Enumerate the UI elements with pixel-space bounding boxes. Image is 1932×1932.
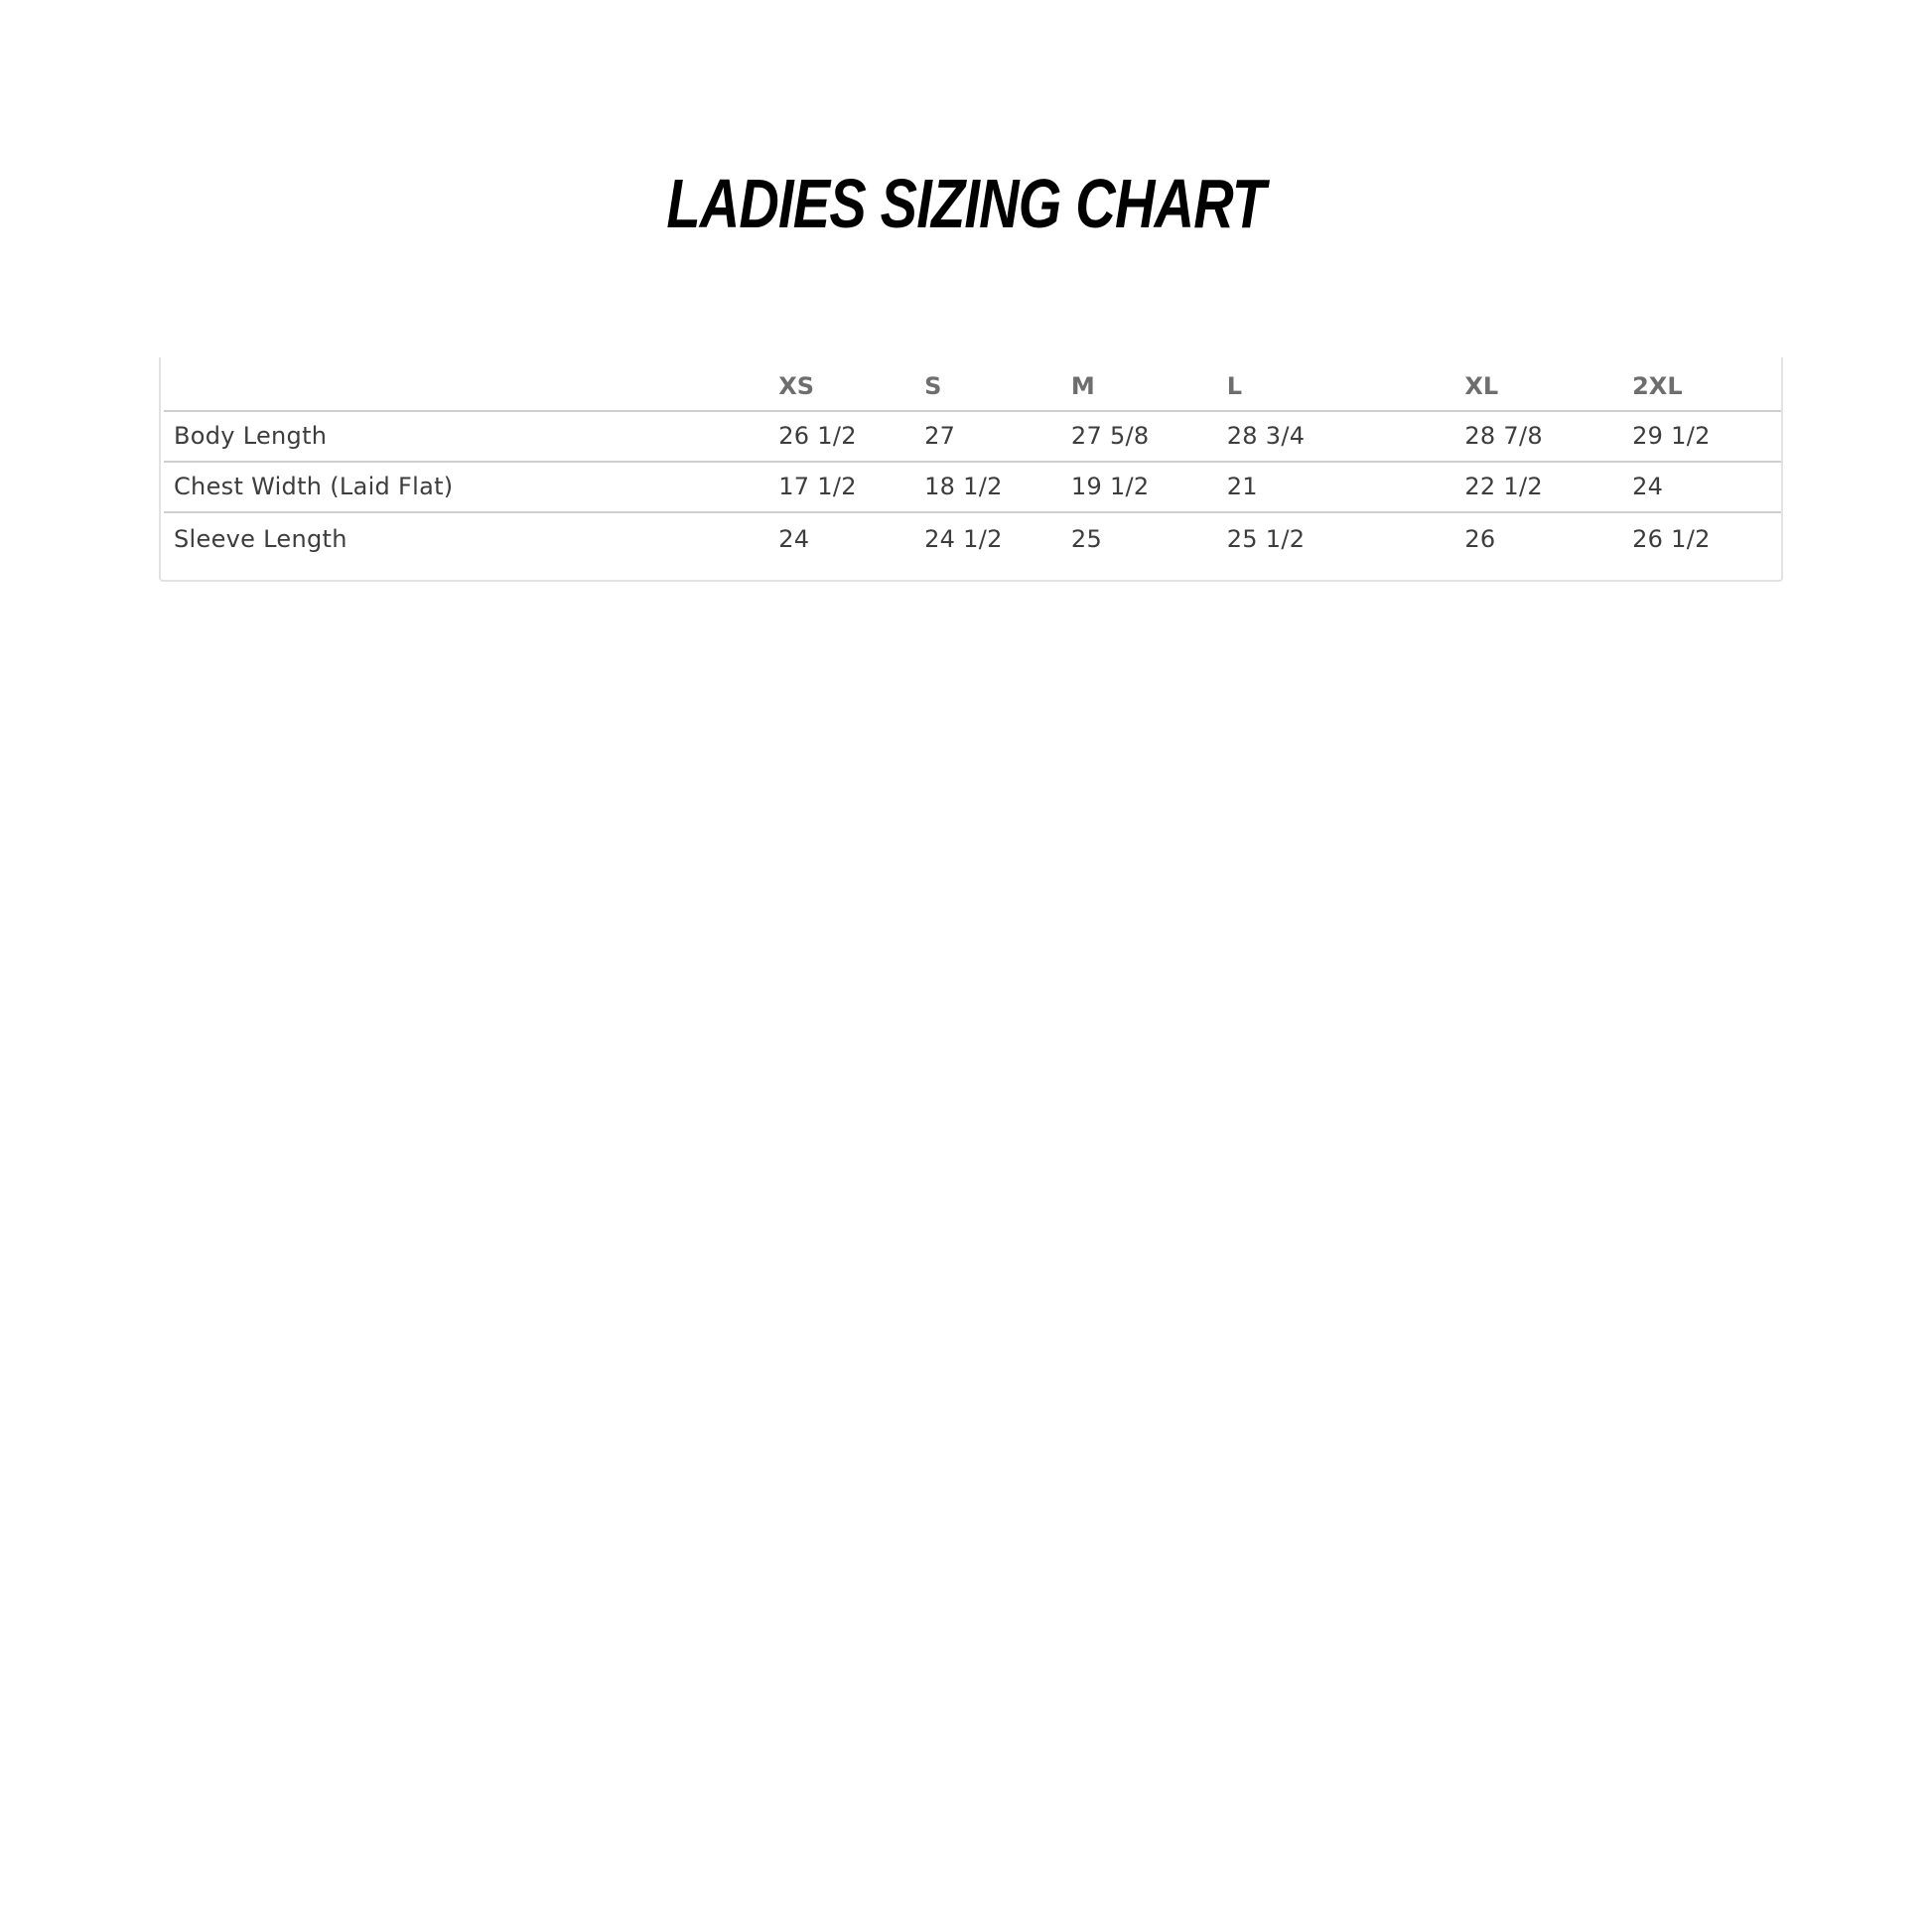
column-header-l: L — [1227, 357, 1465, 411]
cell-2xl: 26 1/2 — [1632, 525, 1711, 553]
cell-xs: 24 — [778, 525, 810, 553]
column-header-m: M — [1071, 357, 1227, 411]
cell-l: 28 3/4 — [1227, 411, 1465, 462]
cell-xl: 26 — [1464, 525, 1496, 553]
table-header-row — [164, 357, 1781, 411]
cell-xs: 17 1/2 — [778, 462, 924, 512]
row-label: Chest Width (Laid Flat) — [164, 462, 778, 512]
column-header-xl: XL — [1464, 357, 1632, 411]
cell-2xl: 24 — [1632, 462, 1781, 512]
cell-m: 27 5/8 — [1071, 411, 1227, 462]
cell-l: 25 1/2 — [1226, 525, 1306, 553]
table-row-body-length — [164, 411, 1781, 462]
column-header-xs: XS — [778, 357, 924, 411]
table-header — [164, 357, 1781, 411]
column-header-measurement — [164, 357, 778, 411]
cell-xl: 22 1/2 — [1464, 462, 1632, 512]
cell-s: 24 1/2 — [924, 525, 1003, 553]
cell-s: 27 — [924, 411, 1071, 462]
cell-2xl: 29 1/2 — [1632, 411, 1781, 462]
column-header-2xl: 2XL — [1632, 357, 1781, 411]
cell-m: 25 — [1070, 525, 1103, 553]
sizing-table-card — [159, 357, 1783, 582]
cell-xs: 26 1/2 — [778, 411, 924, 462]
page-title-text: LADIES SIZING CHART — [666, 165, 1266, 242]
table-row-sleeve-length — [164, 512, 1781, 564]
table-row-chest-width — [164, 462, 1781, 512]
table-body — [164, 411, 1781, 564]
row-label: Body Length — [164, 411, 778, 462]
cell-m: 19 1/2 — [1071, 462, 1227, 512]
row-label: Sleeve Length — [174, 525, 347, 553]
page-title — [0, 159, 1932, 248]
sizing-table — [164, 357, 1781, 564]
cell-l: 21 — [1227, 462, 1465, 512]
column-header-s: S — [924, 357, 1071, 411]
cell-s: 18 1/2 — [924, 462, 1071, 512]
cell-xl: 28 7/8 — [1464, 411, 1632, 462]
